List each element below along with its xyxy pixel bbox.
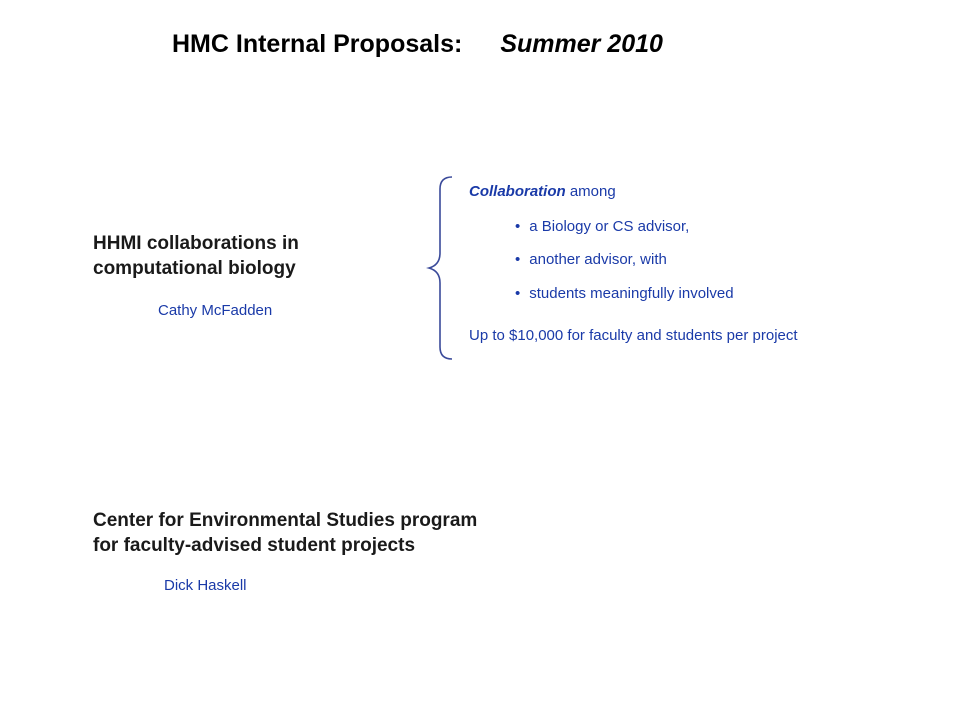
list-item: [515, 285, 734, 302]
bullet-text: another advisor, with: [529, 251, 667, 268]
bullet-icon: •: [515, 285, 521, 302]
bullet-icon: •: [515, 251, 521, 268]
funding-line: Up to $10,000 for faculty and students per project: [469, 327, 798, 344]
program2-heading-line1: Center for Environmental Studies program: [93, 510, 478, 531]
program1-heading-line2: computational biology: [93, 258, 296, 279]
list-item: [515, 251, 667, 268]
curly-brace-icon: [426, 175, 456, 361]
program2-contact: Dick Haskell: [164, 577, 247, 594]
bullet-icon: •: [515, 218, 521, 235]
program1-contact: Cathy McFadden: [158, 302, 273, 319]
collaboration-line: [469, 183, 616, 200]
program1-heading: [93, 231, 299, 281]
program2-heading-line2: for faculty-advised student projects: [93, 535, 416, 556]
program2-heading: [93, 508, 477, 558]
bullet-text: a Biology or CS advisor,: [529, 218, 690, 235]
title-season: Summer 2010: [500, 30, 663, 58]
title-main: HMC Internal Proposals:: [172, 30, 463, 58]
collaboration-emphasis: Collaboration: [469, 183, 566, 200]
collaboration-rest: among: [565, 183, 616, 200]
program1-heading-line1: HHMI collaborations in: [93, 233, 299, 254]
slide-title: [172, 30, 663, 59]
list-item: [515, 218, 689, 235]
bullet-text: students meaningfully involved: [529, 285, 734, 302]
